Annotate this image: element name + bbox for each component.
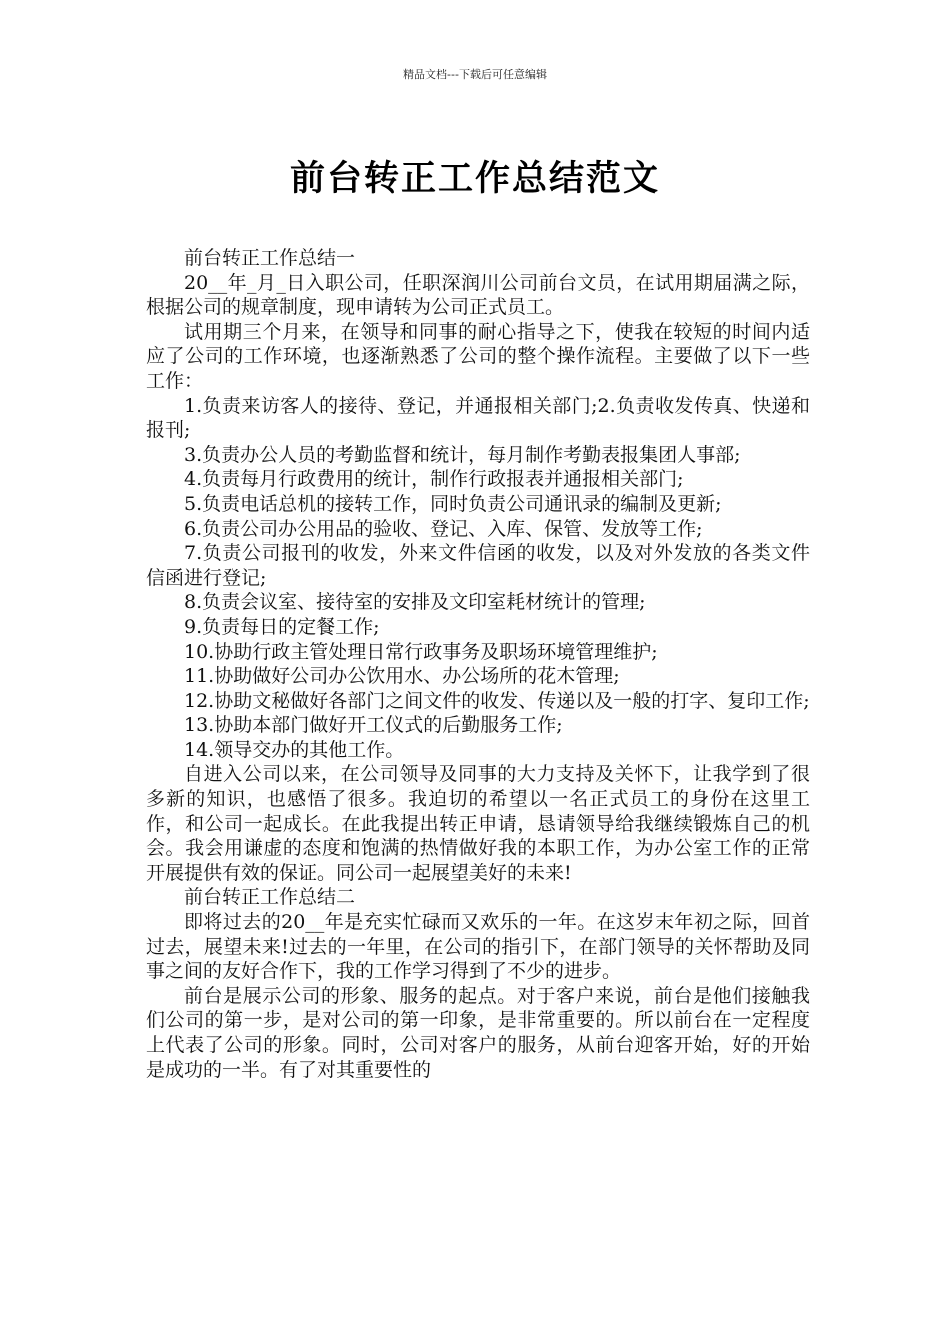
list-item: 6.负责公司办公用品的验收、登记、入库、保管、发放等工作; <box>184 517 703 540</box>
paragraph: 20__年_月_日入职公司，任职深润川公司前台文员，在试用期届满之际，根据公司的规章制度，现申请转为公司正式员工。 <box>146 271 810 319</box>
document-title: 前台转正工作总结范文 <box>289 159 660 200</box>
list-item: 13.协助本部门做好开工仪式的后勤服务工作; <box>184 714 563 737</box>
list-item: 7.负责公司报刊的收发，外来文件信函的收发，以及对外发放的各类文件信函进行登记; <box>146 542 810 589</box>
paragraph: 前台是展示公司的形象、服务的起点。对于客户来说，前台是他们接触我们公司的第一步，是对公司的第一印象，是非常重要的。所以前台在一定程度上代表了公司的形象。同时，公司对客户的服务，从前台迎客开始，好的开始是成功的一半。有了对其重要性的 <box>146 984 810 1081</box>
list-item: 11.协助做好公司办公饮用水、办公场所的花木管理; <box>184 665 620 688</box>
list-item: 12.协助文秘做好各部门之间文件的收发、传递以及一般的打字、复印工作; <box>184 689 810 712</box>
paragraph: 试用期三个月来，在领导和同事的耐心指导之下，使我在较短的时间内适应了公司的工作环境，也逐渐熟悉了公司的整个操作流程。主要做了以下一些工作： <box>146 320 810 392</box>
header-note: 精品文档---下载后可任意编辑 <box>403 68 547 81</box>
paragraph: 即将过去的20__年是充实忙碌而又欢乐的一年。在这岁末年初之际，回首过去，展望未来!过去的一年里，在公司的指引下，在部门领导的关怀帮助及同事之间的友好合作下，我的工作学习得到了不少的进步。 <box>146 911 810 983</box>
list-item: 5.负责电话总机的接转工作，同时负责公司通讯录的编制及更新; <box>184 492 722 515</box>
section-heading-1: 前台转正工作总结一 <box>184 247 356 269</box>
list-item: 9.负责每日的定餐工作; <box>184 615 380 638</box>
section-heading-2: 前台转正工作总结二 <box>184 886 356 909</box>
document-body <box>146 246 810 1082</box>
list-item: 14.领导交办的其他工作。 <box>184 738 405 761</box>
list-item: 1.负责来访客人的接待、登记，并通报相关部门;2.负责收发传真、快递和报刊; <box>146 394 810 442</box>
paragraph: 自进入公司以来，在公司领导及同事的大力支持及关怀下，让我学到了很多新的知识，也感悟了很多。我迫切的希望以一名正式员工的身份在这里工作，和公司一起成长。在此我提出转正申请，恳请领导给我继续锻炼自己的机会。我会用谦虚的态度和饱满的热情做好我的本职工作，为办公室工作的正常开展提供有效的保证。同公司一起展望美好的未来! <box>146 763 810 884</box>
list-item: 8.负责会议室、接待室的安排及文印室耗材统计的管理; <box>184 591 646 614</box>
list-item: 3.负责办公人员的考勤监督和统计，每月制作考勤表报集团人事部; <box>184 443 741 466</box>
list-item: 10.协助行政主管处理日常行政事务及职场环境管理维护; <box>184 640 658 663</box>
list-item: 4.负责每月行政费用的统计，制作行政报表并通报相关部门; <box>184 468 684 491</box>
